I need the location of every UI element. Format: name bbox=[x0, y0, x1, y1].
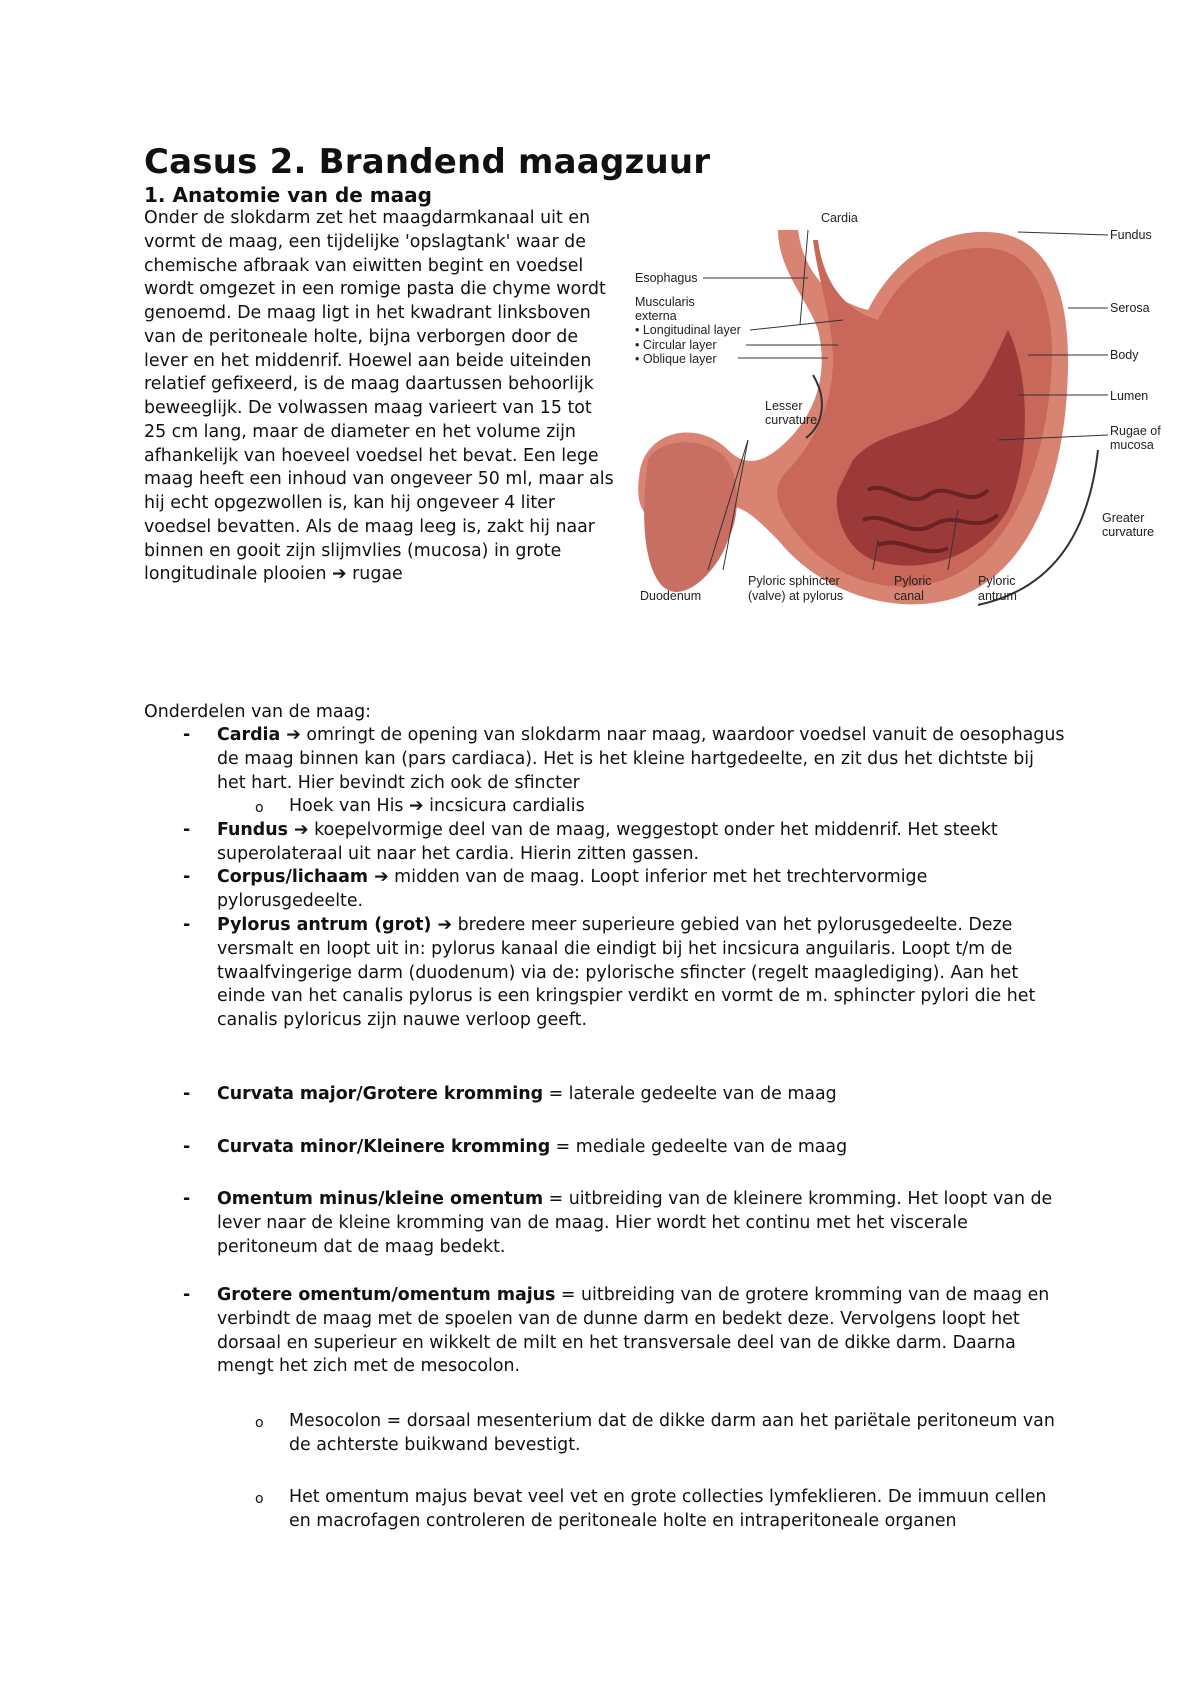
term-fundus: Fundus ➔ bbox=[217, 820, 309, 840]
label-rugae-of: Rugae of bbox=[1110, 424, 1161, 438]
section-heading: 1. Anatomie van de maag bbox=[144, 183, 432, 207]
desc-omentum-majus: = uitbreiding van de grotere kromming van de maag en verbindt de maag met de spoelen van de dunne darm en bedekt deze. Vervolgens loopt het dorsaal en superieur en wikkelt de milt en het transversale deel van de dikke darm. Daarna mengt het zich met de mesocolon. bbox=[217, 1285, 1050, 1377]
label-lesser: Lesser bbox=[765, 399, 803, 413]
list-dash: - bbox=[183, 1137, 191, 1157]
subitem-text: Het omentum majus bevat veel vet en grote collecties lymfeklieren. De immuun cellen en macrofagen controleren de peritoneale holte en intraperitoneale organen bbox=[289, 1487, 1047, 1531]
term-omentum-minus: Omentum minus/kleine omentum bbox=[217, 1189, 544, 1209]
label-externa: externa bbox=[635, 309, 677, 323]
subitem-text: Hoek van His ➔ incsicura cardialis bbox=[289, 796, 585, 816]
desc-curvata-minor: = mediale gedeelte van de maag bbox=[550, 1137, 848, 1157]
subitem-text: Mesocolon = dorsaal mesenterium dat de dikke darm aan het pariëtale peritoneum van de achterste buikwand bevestigt. bbox=[289, 1411, 1055, 1455]
list-item-text bbox=[217, 1284, 1067, 1379]
label-lesser-curvature: curvature bbox=[765, 413, 818, 427]
label-oblique-layer: • Oblique layer bbox=[635, 352, 717, 366]
label-pyloric-canal-1: Pyloric bbox=[894, 574, 932, 588]
list-dash: - bbox=[183, 915, 191, 935]
sub-bullet: o bbox=[255, 1415, 264, 1431]
stomach-anatomy-figure bbox=[628, 210, 1161, 670]
label-duodenum: Duodenum bbox=[640, 589, 702, 603]
onderdelen-heading: Onderdelen van de maag: bbox=[144, 702, 372, 722]
label-greater: Greater bbox=[1102, 511, 1145, 525]
list-item-text bbox=[217, 866, 1067, 914]
term-corpus: Corpus/lichaam ➔ bbox=[217, 867, 389, 887]
list-item-text bbox=[217, 914, 1067, 1033]
list-dash: - bbox=[183, 867, 191, 887]
stomach-illustration bbox=[628, 210, 1161, 670]
desc-curvata-major: = laterale gedeelte van de maag bbox=[543, 1084, 837, 1104]
desc-fundus: koepelvormige deel van de maag, weggestopt onder het middenrif. Het steekt superolateraal uit naar het cardia. Hierin zitten gassen. bbox=[217, 820, 998, 864]
list-dash: - bbox=[183, 1084, 191, 1104]
page-title: Casus 2. Brandend maagzuur bbox=[144, 142, 711, 182]
label-body: Body bbox=[1110, 348, 1139, 362]
label-longitudinal-layer: • Longitudinal layer bbox=[635, 323, 741, 337]
list-dash: - bbox=[183, 1189, 191, 1209]
list-item-text bbox=[217, 724, 1067, 795]
label-pyloric-antrum-2: antrum bbox=[978, 589, 1017, 603]
term-curvata-minor: Curvata minor/Kleinere kromming bbox=[217, 1137, 551, 1157]
desc-omentum-minus: = uitbreiding van de kleinere kromming. Het loopt van de lever naar de kleine kromming van de maag. Hier wordt het continu met het viscerale peritoneum dat de maag bedekt. bbox=[217, 1189, 1053, 1257]
desc-cardia: omringt de opening van slokdarm naar maag, waardoor voedsel vanuit de oesophagus de maag binnen kan (pars cardiaca). Het is het kleine hartgedeelte, en zit dus het dichtste bij het hart. Hier bevindt zich ook de sfincter bbox=[217, 725, 1065, 793]
term-cardia: Cardia ➔ bbox=[217, 725, 301, 745]
term-omentum-majus: Grotere omentum/omentum majus bbox=[217, 1285, 556, 1305]
list-item-text bbox=[217, 1083, 1067, 1107]
desc-corpus: midden van de maag. Loopt inferior met het trechtervormige pylorusgedeelte. bbox=[217, 867, 928, 911]
label-serosa: Serosa bbox=[1110, 301, 1150, 315]
label-fundus: Fundus bbox=[1110, 228, 1152, 242]
label-greater-curvature: curvature bbox=[1102, 525, 1155, 539]
sub-bullet: o bbox=[255, 1491, 264, 1507]
list-item-text bbox=[217, 819, 1067, 867]
list-dash: - bbox=[183, 1285, 191, 1305]
list-item-text bbox=[217, 1136, 1067, 1160]
label-pyloric-canal-2: canal bbox=[894, 589, 924, 603]
list-dash: - bbox=[183, 725, 191, 745]
label-circular-layer: • Circular layer bbox=[635, 338, 717, 352]
label-mucosa: mucosa bbox=[1110, 438, 1154, 452]
list-dash: - bbox=[183, 820, 191, 840]
term-curvata-major: Curvata major/Grotere kromming bbox=[217, 1084, 544, 1104]
label-cardia: Cardia bbox=[821, 211, 858, 225]
sub-bullet: o bbox=[255, 800, 264, 816]
label-pyloric-antrum-1: Pyloric bbox=[978, 574, 1016, 588]
label-esophagus: Esophagus bbox=[635, 271, 698, 285]
label-valve-at-pylorus: (valve) at pylorus bbox=[748, 589, 844, 603]
label-muscularis: Muscularis bbox=[635, 295, 695, 309]
intro-paragraph: Onder de slokdarm zet het maagdarmkanaal uit en vormt de maag, een tijdelijke 'opslagtank' waar de chemische afbraak van eiwitten begint en voedsel wordt omgezet in een romige pasta die chyme wordt genoemd. De maag ligt in het kwadrant linksboven van de peritoneale holte, bijna verborgen door de lever en het middenrif. Hoewel aan beide uiteinden relatief gefixeerd, is de maag daartussen behoorlijk beweeglijk. De volwassen maag varieert van 15 tot 25 cm lang, maar de diameter en het volume zijn afhankelijk van hoeveel voedsel het bevat. Een lege maag heeft een inhoud van ongeveer 50 ml, maar als hij echt opgezwollen is, kan hij ongeveer 4 liter voedsel bevatten. Als de maag leeg is, zakt hij naar binnen en gooit zijn slijmvlies (mucosa) in grote longitudinale plooien ➔ rugae bbox=[144, 208, 614, 585]
label-pyloric-sphincter: Pyloric sphincter bbox=[748, 574, 840, 588]
term-pylorus-antrum: Pylorus antrum (grot) ➔ bbox=[217, 915, 453, 935]
list-item-text bbox=[217, 1188, 1067, 1259]
desc-pylorus-antrum: bredere meer superieure gebied van het pylorusgedeelte. Deze versmalt en loopt uit in: pylorus kanaal die eindigt bij het incsicura anguilaris. Loopt t/m de twaalfvingerige darm (duodenum) via de: pylorische sfincter (regelt maaglediging). Aan het einde van het canalis pylorus is een kringspier verdikt en vormt de m. sphincter pylori die het canalis pyloricus zijn nauwe verloop geeft. bbox=[217, 915, 1036, 1030]
label-lumen: Lumen bbox=[1110, 389, 1149, 403]
